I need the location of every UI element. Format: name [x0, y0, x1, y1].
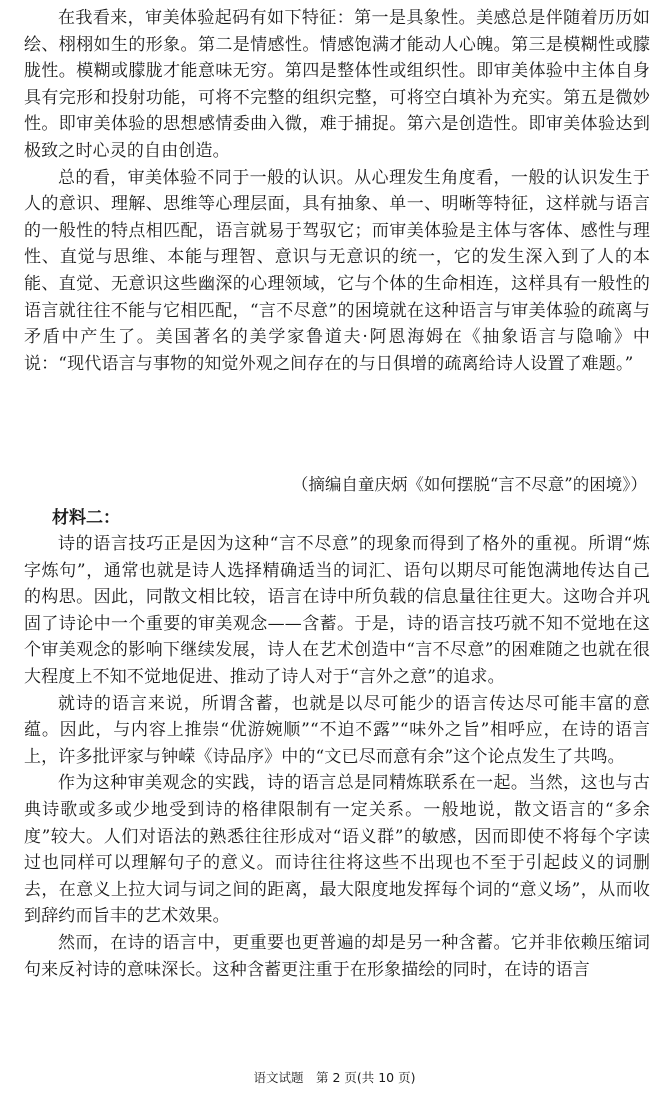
paragraph: 总的看，审美体验不同于一般的认识。从心理发生角度看，一般的认识发生于人的意识、理解、思维等心理层面，具有抽象、单一、明晰等特征，这样就与语言的一般性的特点相匹配，语言就易于驾驭它；而审美体验是主体与客体、感性与理性、直觉与思维、本能与理智、意识与无意识的统一，它的发生深入到了人的本能、直觉、无意识这些幽深的心理领域，它与个体的生命相连，这样具有一般性的语言就往往不能与它相匹配，“言不尽意”的困境就在这种语言与审美体验的疏离与矛盾中产生了。美国著名的美学家鲁道夫·阿恩海姆在《抽象语言与隐喻》中说：“现代语言与事物的知觉外观之间存在的与日俱增的疏离给诗人设置了难题。” [24, 167, 650, 374]
paragraph: 诗的语言技巧正是因为这种“言不尽意”的现象而得到了格外的重视。所谓“炼字炼句”，通常也就是诗人选择精确适当的词汇、语句以期尽可能饱满地传达自己的构思。因此，同散文相比较，语言在诗中所负载的信息量往往更大。这吻合并巩固了诗论中一个重要的审美观念——含蓄。于是，诗的语言技巧就不知不觉地在这个审美观念的影响下继续发展，诗人在艺术创造中“言不尽意”的困难随之也就在很大程度上不知不觉地促进、推动了诗人对于“言外之意”的追求。 [24, 534, 650, 687]
material-two-body [24, 531, 650, 983]
paragraph: 就诗的语言来说，所谓含蓄，也就是以尽可能少的语言传达尽可能丰富的意蕴。因此，与内容上推崇“优游婉顺”“不迫不露”“味外之旨”相呼应，在诗的语言上，许多批评家与钟嵘《诗品序》中的“文已尽而意有余”这个论点发生了共鸣。 [24, 693, 650, 767]
paragraph: 然而，在诗的语言中，更重要也更普遍的却是另一种含蓄。它并非依赖压缩词句来反衬诗的意味深长。这种含蓄更注重于在形象描绘的同时，在诗的语言 [24, 932, 650, 980]
section-title: 材料二： [52, 508, 120, 528]
source-citation: （摘编自童庆炳《如何摆脱“言不尽意”的困境》） [291, 475, 647, 494]
paragraph: 在我看来，审美体验起码有如下特征：第一是具象性。美感总是伴随着历历如绘、栩栩如生的形象。第二是情感性。情感饱满才能动人心魄。第三是模糊性或朦胧性。模糊或朦胧才能意味无穷。第四是整体性或组织性。即审美体验中主体自身具有完形和投射功能，可将不完整的组织完整，可将空白填补为充实。第五是微妙性。即审美体验的思想感情委曲入微，难于捕捉。第六是创造性。即审美体验达到极致之时心灵的自由创造。 [24, 8, 650, 161]
page-footer: 语文试题 第 2 页(共 10 页) [253, 1070, 416, 1085]
paragraph: 作为这种审美观念的实践，诗的语言总是同精炼联系在一起。当然，这也与古典诗歌或多或少地受到诗的格律限制有一定关系。一般地说，散文语言的“多余度”较大。人们对语法的熟悉往往形成对“语义群”的敏感，因而即使不将每个字读过也同样可以理解句子的意义。而诗往往将这些不出现也不至于引起歧义的词删去，在意义上拉大词与词之间的距离，最大限度地发挥每个词的“意义场”，从而收到辞约而旨丰的艺术效果。 [24, 773, 650, 927]
material-one-body [24, 5, 650, 377]
